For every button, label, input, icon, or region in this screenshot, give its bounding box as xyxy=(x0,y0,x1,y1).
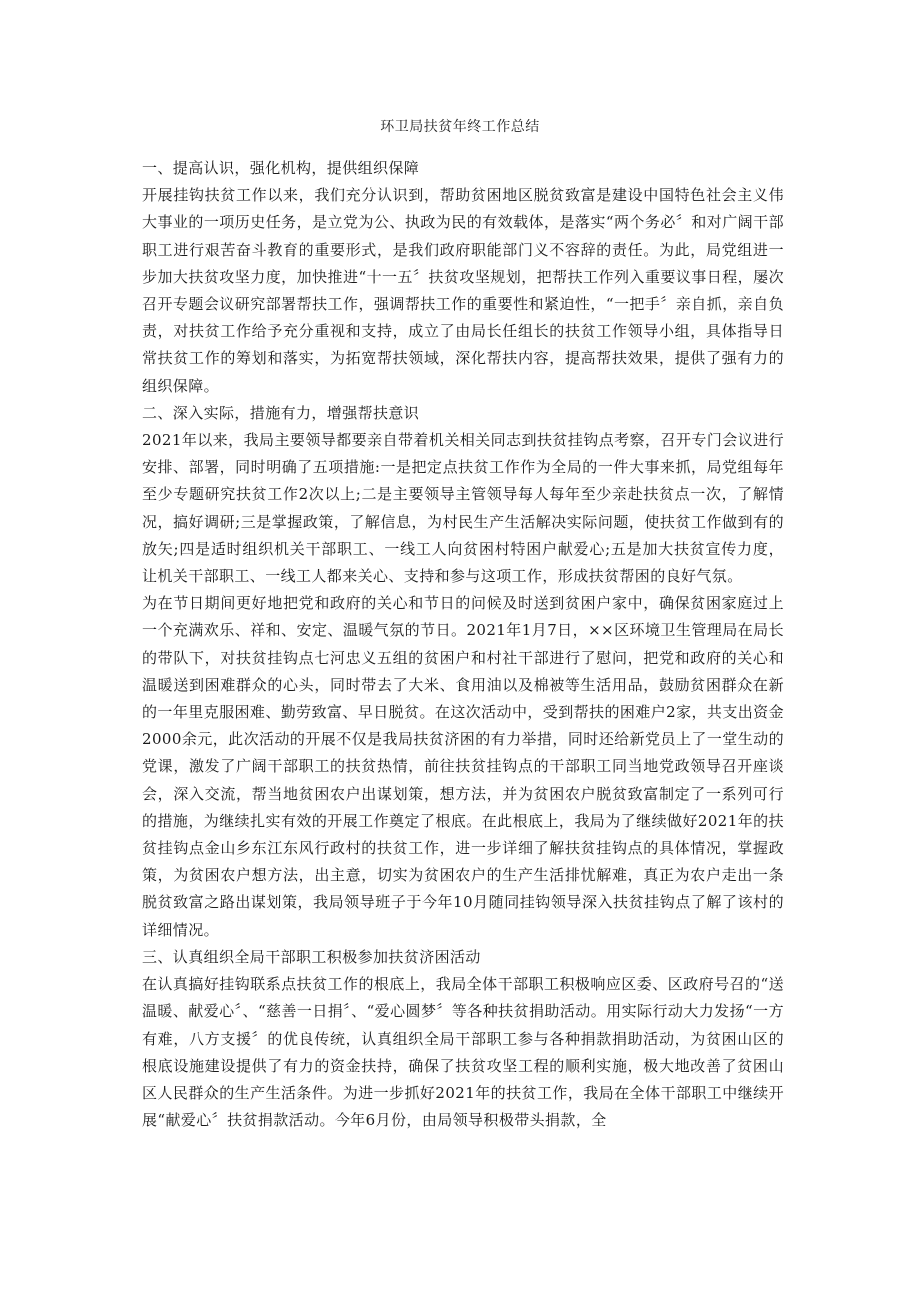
paragraph: 2021年以来，我局主要领导都要亲自带着机关相关同志到扶贫挂钩点考察，召开专门会议进行安排、部署，同时明确了五项措施:一是把定点扶贫工作作为全局的一件大事来抓，局党组每年至少专题研究扶贫工作2次以上;二是主要领导主管领导每人每年至少亲赴扶贫点一次，了解情况，搞好调研;三是掌握政策，了解信息，为村民生产生活解决实际问题，使扶贫工作做到有的放矢;四是适时组织机关干部职工、一线工人向贫困村特困户献爱心;五是加大扶贫宣传力度，让机关干部职工、一线工人都来关心、支持和参与这项工作，形成扶贫帮困的良好气氛。 xyxy=(142,431,784,586)
section-heading-2: 二、深入实际，措施有力，增强帮扶意识 xyxy=(142,403,420,422)
paragraph: 为在节日期间更好地把党和政府的关心和节日的问候及时送到贫困户家中，确保贫困家庭过上一个充满欢乐、祥和、安定、温暖气氛的节日。2021年1月7日，××区环境卫生管理局在局长的带队下，对扶贫挂钩点七河忠义五组的贫困户和村社干部进行了慰问，把党和政府的关心和温暖送到困难群众的心头，同时带去了大米、食用油以及棉被等生活用品，鼓励贫困群众在新的一年里克服困难、勤劳致富、早日脱贫。在这次活动中，受到帮扶的困难户2家，共支出资金2000余元，此次活动的开展不仅是我局扶贫济困的有力举措，同时还给新党员上了一堂生动的党课，激发了广阔干部职工的扶贫热情，前往扶贫挂钩点的干部职工同当地党政领导召开座谈会，深入交流，帮当地贫困农户出谋划策，想方法，并为贫困农户脱贫致富制定了一系列可行的措施，为继续扎实有效的开展工作奠定了根底。在此根底上，我局为了继续做好2021年的扶贫挂钩点金山乡东江东风行政村的扶贫工作，进一步详细了解扶贫挂钩点的具体情况，掌握政策，为贫困农户想方法，出主意，切实为贫困农户的生产生活排忧解难，真正为农户走出一条脱贫致富之路出谋划策，我局领导班子于今年10月随同挂钩领导深入扶贫挂钩点了解了该村的详细情况。 xyxy=(142,594,784,939)
paragraph: 在认真搞好挂钩联系点扶贫工作的根底上，我局全体干部职工积极响应区委、区政府号召的“送温暖、献爱心〞、“慈善一日捐〞、“爱心圆梦〞等各种扶贫捐助活动。用实际行动大力发扬“一方有难，八方支援〞的优良传统，认真组织全局干部职工参与各种捐款捐助活动，为贫困山区的根底设施建设提供了有力的资金扶持，确保了扶贫攻坚工程的顺利实施，极大地改善了贫困山区人民群众的生产生活条件。为进一步抓好2021年的扶贫工作，我局在全体干部职工中继续开展“献爱心〞扶贫捐款活动。今年6月份，由局领导积极带头捐款，全 xyxy=(142,975,784,1130)
section-heading-1: 一、提高认识，强化机构，提供组织保障 xyxy=(142,159,420,177)
paragraph: 开展挂钩扶贫工作以来，我们充分认识到，帮助贫困地区脱贫致富是建设中国特色社会主义伟大事业的一项历史任务，是立党为公、执政为民的有效载体，是落实“两个务必〞和对广阔干部职工进行艰苦奋斗教育的重要形式，是我们政府职能部门义不容辞的责任。为此，局党组进一步加大扶贫攻坚力度，加快推进“十一五〞扶贫攻坚规划，把帮扶工作列入重要议事日程，屡次召开专题会议研究部署帮扶工作，强调帮扶工作的重要性和紧迫性，“一把手〞亲自抓，亲自负责，对扶贫工作给予充分重视和支持，成立了由局长任组长的扶贫工作领导小组，具体指导日常扶贫工作的筹划和落实，为拓宽帮扶领域，深化帮扶内容，提高帮扶效果，提供了强有力的组织保障。 xyxy=(142,186,784,395)
document-title: 环卫局扶贫年终工作总结 xyxy=(380,119,540,135)
section-heading-3: 三、认真组织全局干部职工积极参加扶贫济困活动 xyxy=(142,947,481,966)
document-body xyxy=(142,155,784,1134)
